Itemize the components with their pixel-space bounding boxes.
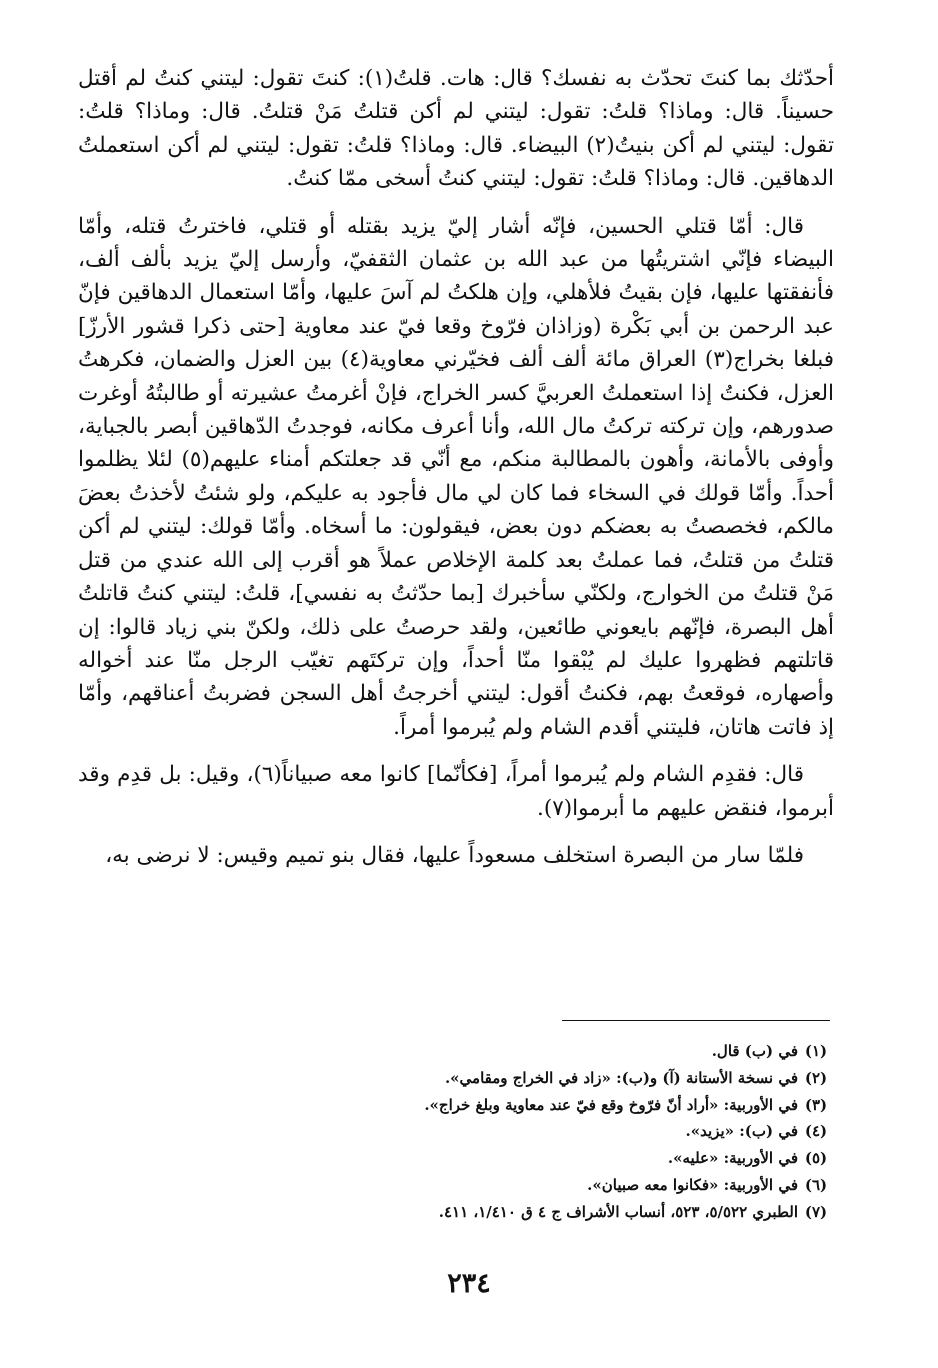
footnote-number: (١) <box>804 1042 828 1060</box>
footnote-3 <box>78 1092 834 1119</box>
page-number: ٢٣٤ <box>447 1268 491 1299</box>
footnote-text: في (ب): «يزيد». <box>685 1122 798 1141</box>
paragraph-1: أحدّثك بما كنتَ تحدّث به نفسك؟ قال: هات. قلتُ(١): كنتَ تقول: ليتني كنتُ لم أقتل حسيناً. قال: وماذا؟ قلتُ: تقول: ليتني لم أكن قتلتُ مَنْ قتلتُ. قال: وماذا؟ قلتُ: تقول: ليتني لم أكن بنيتُ(٢) البيضاء. قال: وماذا؟ قلتُ: تقول: ليتني لم أكن استعملتُ الدهاقين. قال: وماذا؟ قلتُ: تقول: ليتني كنتُ أسخى ممّا كنتُ. <box>78 66 834 192</box>
footnote-1 <box>78 1038 834 1065</box>
footnote-text: في نسخة الأستانة (آ) و(ب): «زاد في الخراج ومقامي». <box>444 1068 798 1087</box>
footnote-number: (٢) <box>804 1068 828 1087</box>
footnote-number: (٤) <box>804 1122 828 1141</box>
footnote-4 <box>78 1118 834 1145</box>
footnote-number: (٣) <box>804 1095 828 1114</box>
footnote-number: (٧) <box>804 1202 828 1221</box>
paragraph-2: قال: أمّا قتلي الحسين، فإنّه أشار إليّ يزيد بقتله أو قتلي، فاخترتُ قتله، وأمّا البيضاء فإنّي اشتريتُها من عبد الله بن عثمان الثقفيّ، وأرسل إليّ يزيد بألف ألف، فأنفقتها عليها، فإن بقيتُ فلأهلي، وإن هلكتُ لم آسَ عليها، وأمّا استعمال الدهاقين فإنّ عبد الرحمن بن أبي بَكْرة (وزاذان فرّوخ وقعا فيّ عند معاوية [حتى ذكرا قشور الأرزّ] فبلغا بخراج(٣) العراق مائة ألف ألف فخيّرني معاوية(٤) بين العزل والضمان، فكرهتُ العزل، فكنتُ إذا استعملتُ العربيَّ كسر الخراج، فإنْ أغرمتُ عشيرته أو طالبتُهُ أوغرت صدورهم، وإن تركته تركتُ مال الله، وأنا أعرف مكانه، فوجدتُ الدّهاقين أبصر بالجباية، وأوفى بالأمانة، وأهون بالمطالبة منكم، مع أنّي قد جعلتكم أمناء عليهم(٥) لئلا يظلموا أحداً. وأمّا قولك في السخاء فما كان لي مال فأجود به عليكم، ولو شئتُ لأخذتُ بعضَ مالكم، فخصصتُ به بعضكم دون بعض، فيقولون: ما أسخاه. وأمّا قولك: ليتني لم أكن قتلتُ من قتلتُ، فما عملتُ بعد كلمة الإخلاص عملاً هو أقرب إلى الله عندي من قتل مَنْ قتلتُ من الخوارج، ولكنّي سأخبرك [بما حدّثتُ به نفسي]، قلتُ: ليتني كنتُ قاتلتُ أهل البصرة، فإنّهم بايعوني طائعين، ولقد حرصتُ على ذلك، ولكنّ بني زياد قالوا: إن قاتلتهم فظهروا عليك لم يُبْقوا منّا أحداً، وإن تركتَهم تغيّب الرجل منّا عند أخواله وأصهاره، فوقعتُ بهم، فكنتُ أقول: ليتني أخرجتُ أهل السجن فضربتُ أعناقهم، وأمّا إذ فاتت هاتان، فليتني أقدم الشام ولم يُبرموا أمراً. <box>78 213 835 740</box>
footnote-2 <box>78 1065 834 1092</box>
footnote-text: في الأوربية: «فكانوا معه صبيان». <box>587 1175 798 1194</box>
footnote-text: في (ب) قال. <box>711 1042 798 1060</box>
footnote-text: الطبري ٥/٥٢٢، ٥٢٣، أنساب الأشراف ج ٤ ق ١/٤١٠، ٤١١. <box>438 1202 798 1221</box>
footnote-number: (٦) <box>804 1175 828 1194</box>
footnote-text: في الأوربية: «عليه». <box>667 1149 798 1168</box>
footnote-number: (٥) <box>804 1149 828 1168</box>
footnote-6 <box>78 1172 834 1199</box>
footnotes <box>78 1038 834 1226</box>
footnote-text: في الأوربية: «أراد أنّ فرّوخ وقع فيّ عند معاوية وبلغ خراج». <box>424 1095 798 1114</box>
paragraph-3: قال: فقدِم الشام ولم يُبرموا أمراً، [فكأنّما] كانوا معه صبياناً(٦)، وقيل: بل قدِم وقد أبرموا، فنقض عليهم ما أبرموا(٧). <box>78 762 834 821</box>
footnote-divider <box>562 1020 830 1021</box>
footnote-5 <box>78 1145 834 1172</box>
body-text <box>78 62 834 872</box>
paragraph-4: فلمّا سار من البصرة استخلف مسعوداً عليها، فقال بنو تميم وقيس: لا نرضى به، <box>105 842 804 868</box>
footnote-7 <box>78 1199 834 1226</box>
